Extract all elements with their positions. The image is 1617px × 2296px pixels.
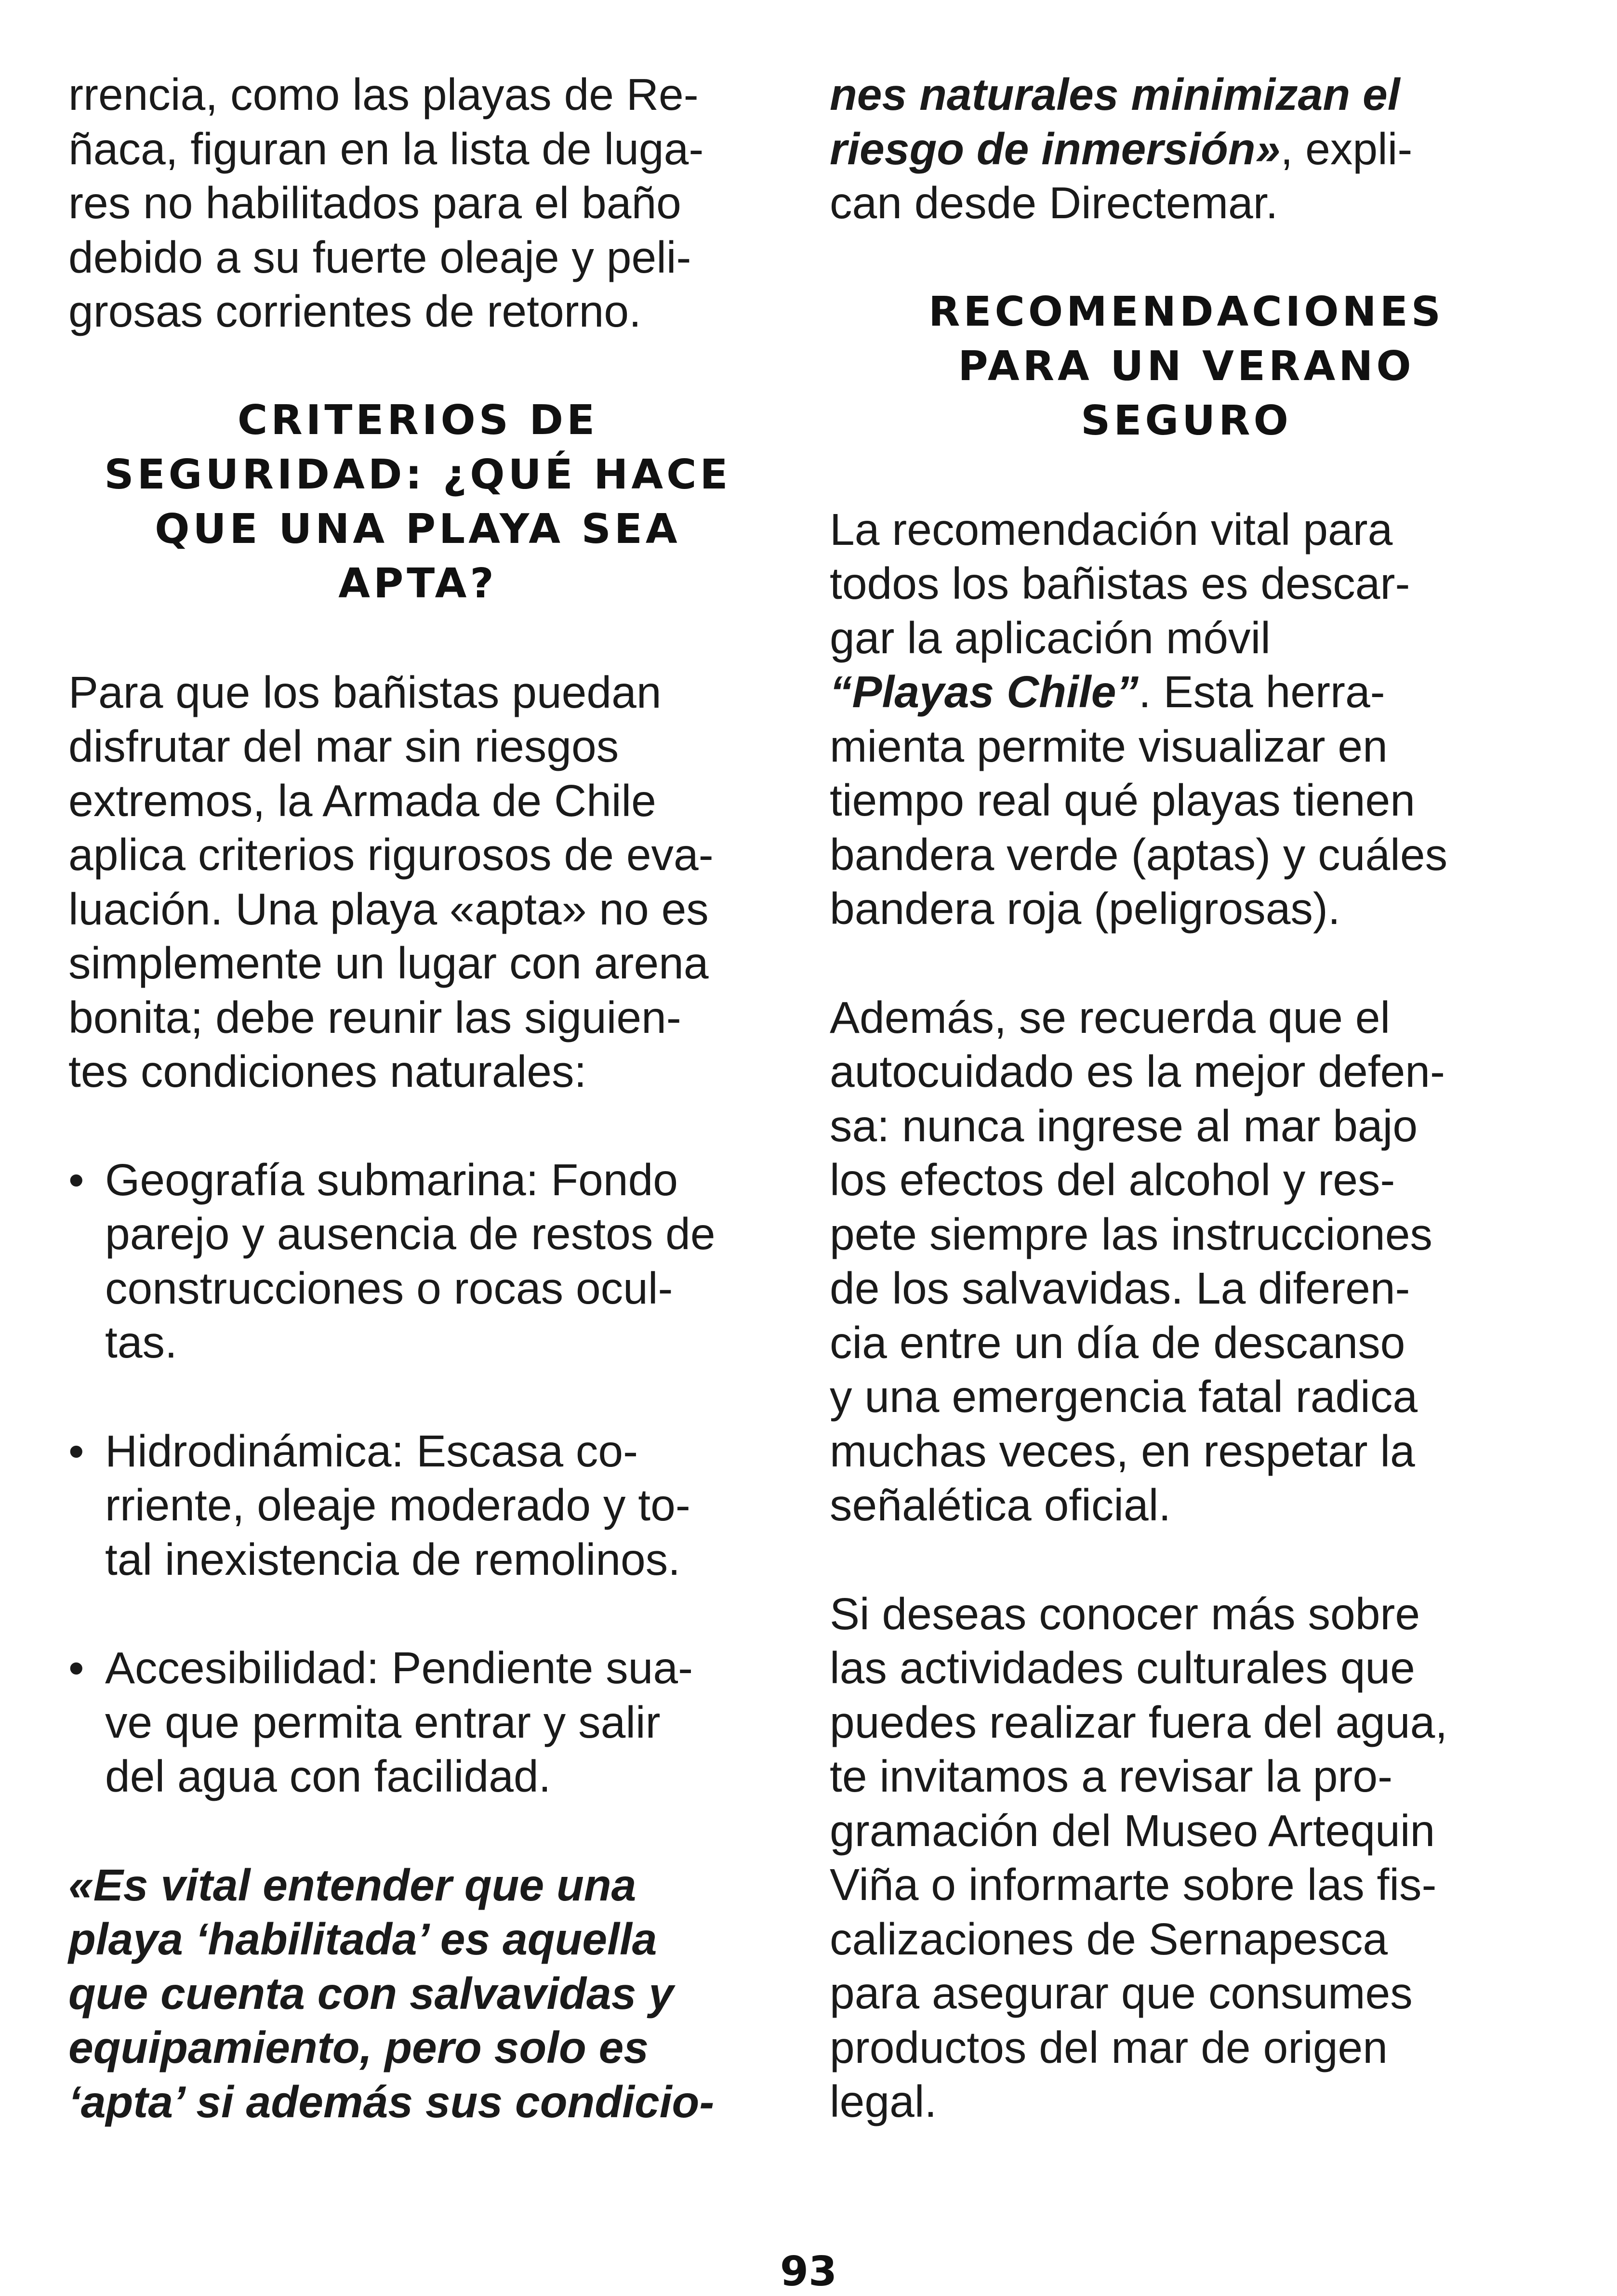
heading-line: PARA UN VERANO (958, 342, 1415, 390)
text-line: rrencia, como las playas de Re- (68, 69, 699, 119)
text-line: La recomendación vital para (830, 504, 1393, 554)
text-line: Viña o informarte sobre las fis- (830, 1860, 1437, 1910)
text-line: extremos, la Armada de Chile (68, 775, 656, 826)
text-line: res no habilitados para el baño (68, 178, 681, 228)
heading-line: SEGURO (1081, 396, 1292, 445)
heading-line: APTA? (338, 559, 497, 607)
conditions-list (68, 1153, 767, 1804)
text-line: Además, se recuerda que el (830, 992, 1391, 1042)
quote-end: riesgo de inmersión» (830, 123, 1281, 174)
quote-attribution-line (830, 122, 1543, 176)
text-line: todos los bañistas es descar- (830, 558, 1410, 608)
quote-continuation (830, 67, 1543, 230)
text-line: bandera roja (peligrosas). (830, 884, 1340, 934)
text-line: calizaciones de Sernapesca (830, 1913, 1388, 1964)
text-line: gar la aplicación móvil (830, 612, 1271, 663)
bullet-icon: • (68, 1154, 84, 1205)
text-line: tiempo real qué playas tienen (830, 775, 1415, 825)
text-line: para asegurar que consumes (830, 1968, 1413, 2018)
text-line: cia entre un día de descanso (830, 1317, 1405, 1368)
right-column (830, 67, 1543, 2129)
text-line: simplemente un lugar con arena (68, 938, 709, 988)
text-line (830, 665, 1543, 719)
text-line: gramación del Museo Artequin (830, 1805, 1435, 1856)
recomendacion-paragraph (830, 502, 1543, 936)
pull-quote (68, 1858, 767, 2129)
text-line: Geografía submarina: Fondo (105, 1154, 678, 1205)
text-line: tas. (105, 1317, 177, 1367)
text-line: construcciones o rocas ocul- (105, 1263, 673, 1313)
intro-paragraph (68, 67, 767, 339)
bullet-icon: • (68, 1643, 84, 1693)
cultura-paragraph (830, 1587, 1543, 2129)
text-line: Accesibilidad: Pendiente sua- (105, 1643, 693, 1693)
list-item-hidrodinamica (68, 1424, 767, 1587)
app-name: “Playas Chile” (830, 667, 1139, 717)
text-line: sa: nunca ingrese al mar bajo (830, 1100, 1418, 1151)
text-line: del agua con facilidad. (105, 1751, 551, 1801)
text-line: can desde Directemar. (830, 178, 1278, 228)
quote-line: nes naturales minimizan el (830, 69, 1400, 119)
text-line: y una emergencia fatal radica (830, 1372, 1418, 1422)
text-line: disfrutar del mar sin riesgos (68, 721, 619, 771)
heading-line: CRITERIOS DE (237, 396, 598, 444)
text-line: luación. Una playa «apta» no es (68, 884, 709, 934)
criterios-paragraph (68, 665, 767, 1099)
quote-line: que cuenta con salvavidas y (68, 1968, 674, 2019)
text-line: los efectos del alcohol y res- (830, 1155, 1395, 1205)
text-line: Si deseas conocer más sobre (830, 1588, 1420, 1639)
heading-line: RECOMENDACIONES (928, 288, 1444, 336)
text-line: mienta permite visualizar en (830, 721, 1388, 771)
text-line: las actividades culturales que (830, 1643, 1415, 1693)
text-line: productos del mar de origen (830, 2022, 1388, 2072)
heading-line: SEGURIDAD: ¿QUÉ HACE (104, 450, 731, 499)
text-line: legal. (830, 2076, 937, 2126)
quote-line: ‘apta’ si además sus condicio- (68, 2076, 715, 2127)
text-line: muchas veces, en respetar la (830, 1425, 1415, 1476)
list-item-accesibilidad (68, 1641, 767, 1804)
text-line: bonita; debe reunir las siguien- (68, 992, 681, 1042)
quote-line: equipamiento, pero solo es (68, 2022, 649, 2072)
text-line: Hidrodinámica: Escasa co- (105, 1425, 638, 1476)
text-line: puedes realizar fuera del agua, (830, 1697, 1448, 1747)
quote-line: «Es vital entender que una (68, 1860, 636, 1910)
text-line: aplica criterios rigurosos de eva- (68, 830, 714, 880)
text-line: ñaca, figuran en la lista de luga- (68, 123, 704, 174)
list-item-geografia (68, 1153, 767, 1370)
text-line: pete siempre las instrucciones (830, 1209, 1432, 1259)
section-heading-criterios (68, 393, 767, 611)
text-line: grosas corrientes de retorno. (68, 286, 641, 336)
page-number: 93 (780, 2248, 837, 2296)
text-line: ve que permita entrar y salir (105, 1697, 661, 1747)
text-fragment: . Esta herra- (1138, 667, 1385, 717)
left-column (68, 67, 767, 2129)
quote-line: playa ‘habilitada’ es aquella (68, 1914, 657, 1964)
heading-line: QUE UNA PLAYA SEA (155, 505, 681, 553)
text-line: debido a su fuerte oleaje y peli- (68, 232, 691, 282)
autocuidado-paragraph (830, 990, 1543, 1532)
text-line: rriente, oleaje moderado y to- (105, 1480, 690, 1530)
text-line: autocuidado es la mejor defen- (830, 1046, 1445, 1096)
attribution-text: , expli- (1280, 123, 1413, 174)
text-line: señalética oficial. (830, 1480, 1171, 1530)
text-line: te invitamos a revisar la pro- (830, 1751, 1393, 1801)
text-line: Para que los bañistas puedan (68, 667, 662, 717)
text-line: bandera verde (aptas) y cuáles (830, 829, 1448, 880)
text-line: parejo y ausencia de restos de (105, 1209, 716, 1259)
text-line: tal inexistencia de remolinos. (105, 1534, 681, 1584)
section-heading-recomendaciones (830, 285, 1543, 448)
text-line: de los salvavidas. La diferen- (830, 1263, 1410, 1313)
text-line: tes condiciones naturales: (68, 1046, 587, 1096)
bullet-icon: • (68, 1425, 84, 1476)
